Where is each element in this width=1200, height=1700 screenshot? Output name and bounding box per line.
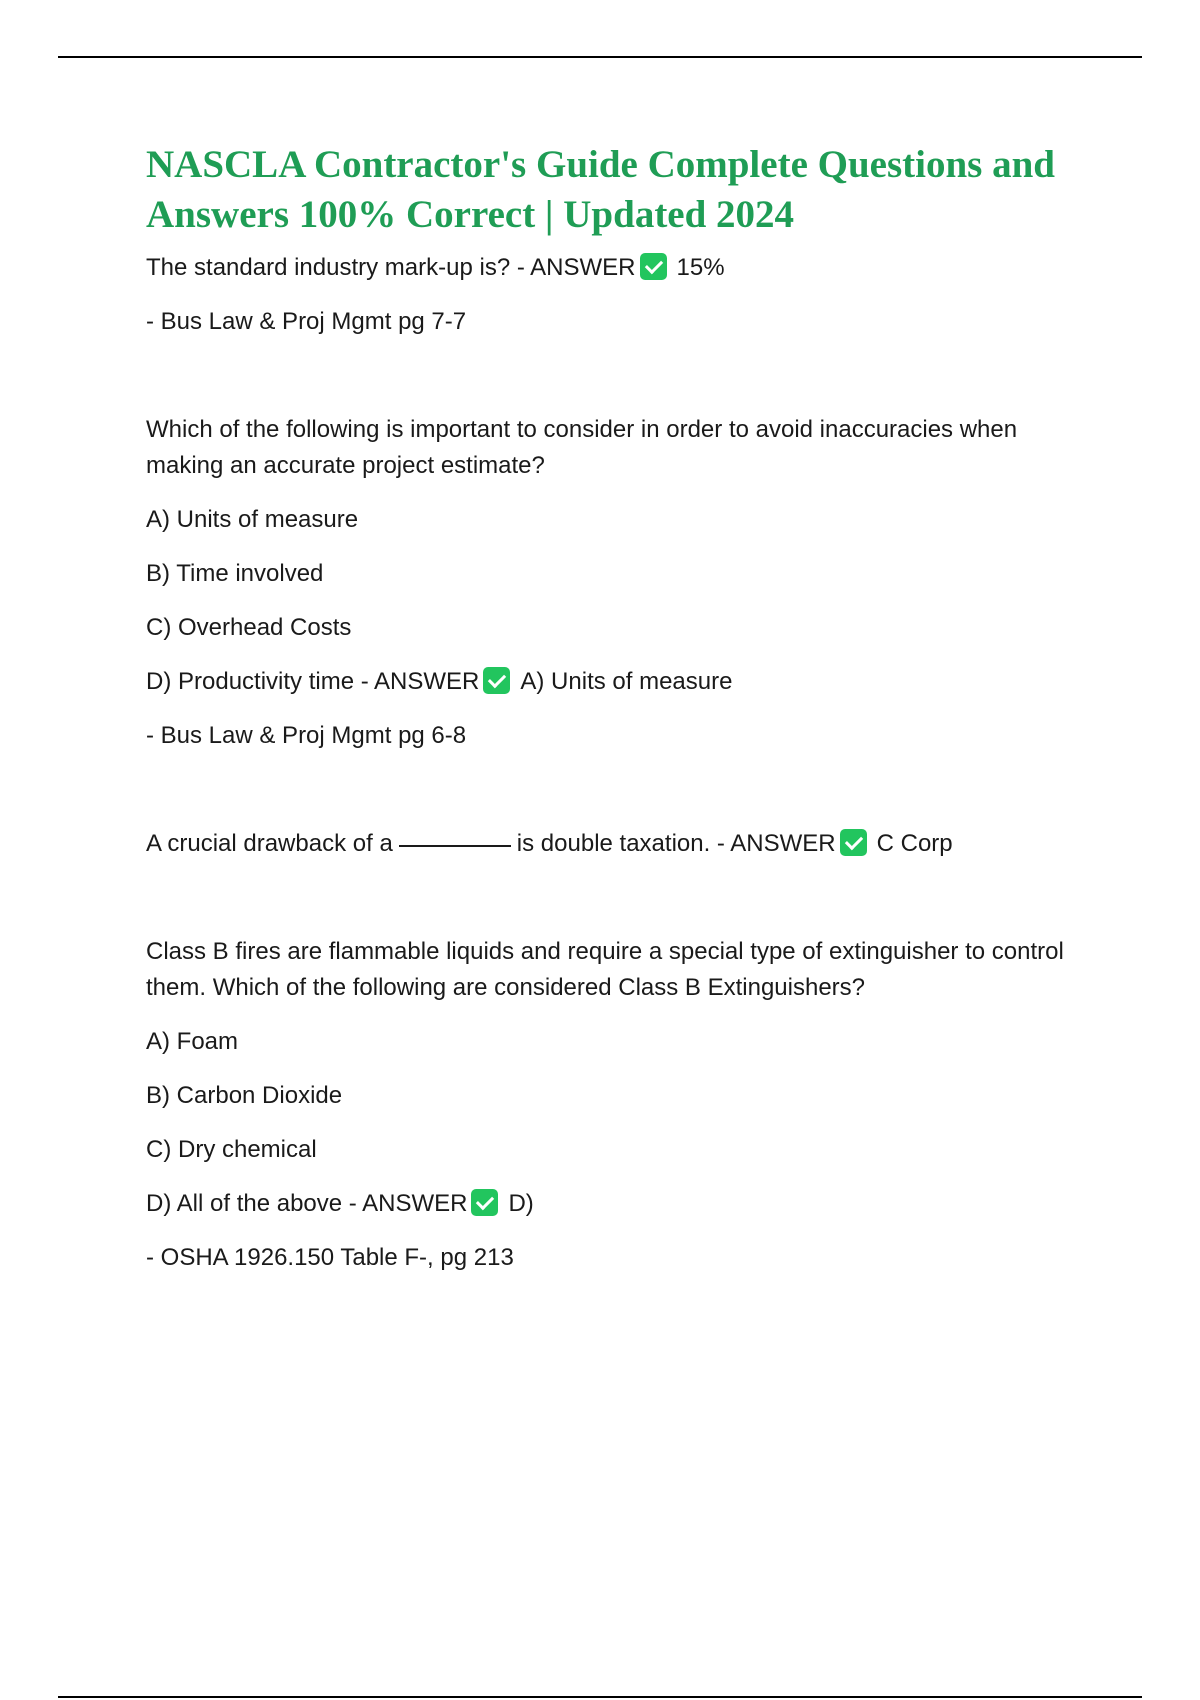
check-mark-icon bbox=[840, 829, 867, 856]
q2-option-a: A) Units of measure bbox=[146, 506, 359, 533]
document-body bbox=[146, 140, 1086, 1294]
q2-option-d-line bbox=[146, 664, 1086, 700]
q2-option-d: D) Productivity time - ANSWER bbox=[146, 668, 480, 695]
q4-option-d: D) All of the above - ANSWER bbox=[146, 1190, 468, 1217]
q3-question-after: is double taxation. - ANSWER bbox=[516, 830, 836, 857]
q4-option-d-line bbox=[146, 1186, 1086, 1222]
q3-question-line bbox=[146, 826, 1086, 862]
q1-question-line bbox=[146, 250, 1086, 286]
q3-question-before: A crucial drawback of a bbox=[146, 830, 393, 857]
spacer bbox=[146, 358, 1086, 412]
q2-reference: - Bus Law & Proj Mgmt pg 6-8 bbox=[146, 722, 467, 749]
q4-option-b: B) Carbon Dioxide bbox=[146, 1082, 343, 1109]
check-mark-icon bbox=[640, 253, 667, 280]
q4-option-c: C) Dry chemical bbox=[146, 1136, 317, 1163]
q4-question: Class B fires are flammable liquids and require a special type of extinguisher to control them. Which of the following are considered Class B Extinguishers? bbox=[146, 938, 1064, 1001]
q4-answer: D) bbox=[508, 1190, 534, 1217]
top-rule bbox=[58, 56, 1142, 58]
fill-in-blank bbox=[399, 845, 511, 847]
q1-question: The standard industry mark-up is? - ANSWER bbox=[146, 254, 636, 281]
q2-option-c: C) Overhead Costs bbox=[146, 614, 352, 641]
q1-reference: - Bus Law & Proj Mgmt pg 7-7 bbox=[146, 308, 467, 335]
spacer bbox=[146, 880, 1086, 934]
check-mark-icon bbox=[471, 1189, 498, 1216]
q2-question: Which of the following is important to consider in order to avoid inaccuracies when making an accurate project estimate? bbox=[146, 416, 1018, 479]
document-title: NASCLA Contractor's Guide Complete Questions and Answers 100% Correct | Updated 2024 bbox=[146, 143, 1055, 236]
q3-answer: C Corp bbox=[876, 830, 953, 857]
q4-reference: - OSHA 1926.150 Table F-, pg 213 bbox=[146, 1244, 514, 1271]
q4-option-a: A) Foam bbox=[146, 1028, 239, 1055]
q1-answer: 15% bbox=[676, 254, 725, 281]
spacer bbox=[146, 772, 1086, 826]
q2-option-b: B) Time involved bbox=[146, 560, 324, 587]
bottom-rule bbox=[58, 1696, 1142, 1698]
q2-answer: A) Units of measure bbox=[520, 668, 733, 695]
check-mark-icon bbox=[483, 667, 510, 694]
